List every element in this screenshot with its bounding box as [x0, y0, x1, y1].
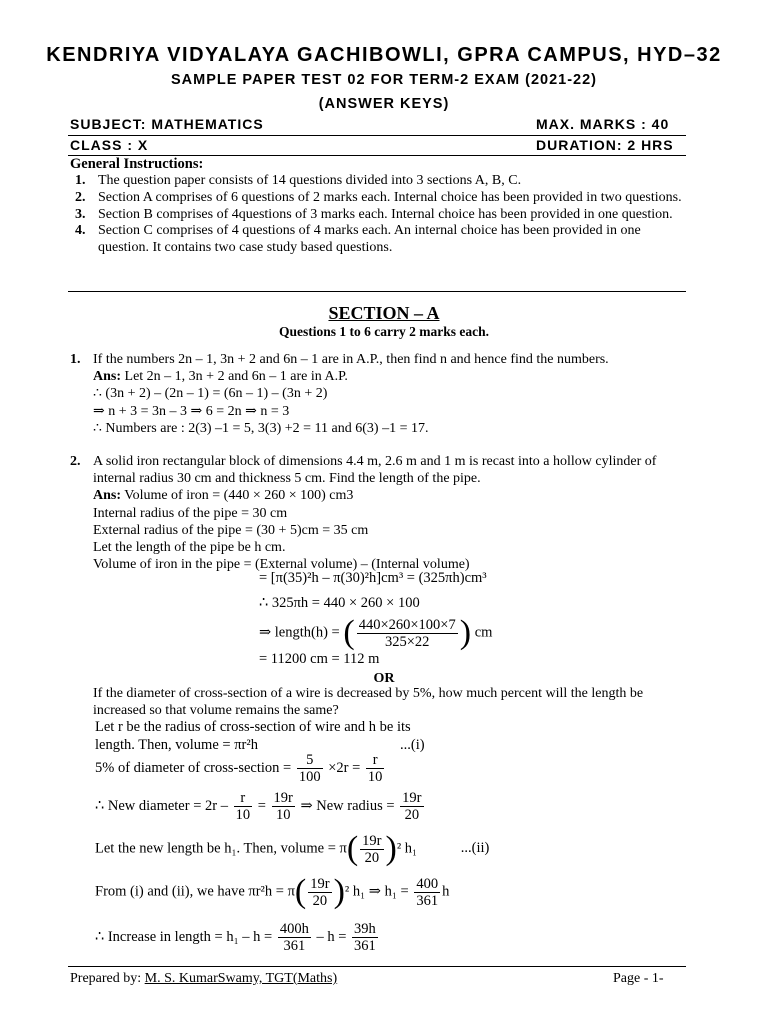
- equation-volume: = [π(35)²h – π(30)²h]cm³ = (325πh)cm³: [259, 570, 487, 586]
- equation-325: ∴ 325πh = 440 × 260 × 100: [259, 595, 420, 611]
- answer-label: Ans:: [93, 488, 122, 504]
- instructions-title: General Instructions:: [70, 156, 204, 172]
- solution-line-6: From (i) and (ii), we have πr²h = π( $\frac{19r}{20}$ )² h₁ ⇒ h₁ = $\frac{400}{361}$ h: [95, 873, 450, 910]
- duration-label: DURATION: 2 HRS: [536, 137, 674, 153]
- solution-line-1: Let r be the radius of cross-section of wire and h be its: [95, 719, 411, 735]
- instructions-list: [70, 173, 686, 257]
- alternate-question: If the diameter of cross-section of a wire is decreased by 5%, how much percent will the length be increased so that volume remains the same?: [93, 686, 644, 719]
- paper-title: SAMPLE PAPER TEST 02 FOR TERM-2 EXAM (2021-22): [170, 72, 598, 88]
- answer-keys-label: (ANSWER KEYS): [318, 96, 450, 112]
- prepared-by: Prepared by: M. S. KumarSwamy, TGT(Maths): [70, 971, 338, 986]
- author-name: M. S. KumarSwamy, TGT(Maths): [144, 971, 338, 986]
- footer-rule: [68, 966, 686, 967]
- class-label: CLASS : X: [70, 137, 149, 153]
- instruction-item: 1. The question paper consists of 14 questions divided into 3 sections A, B, C.: [75, 173, 522, 188]
- section-title: SECTION – A: [328, 303, 440, 323]
- instruction-item: 2. Section A comprises of 6 questions of 2 marks each. Internal choice has been provided in two questions.: [75, 189, 682, 205]
- question-2: 2. A solid iron rectangular block of dimensions 4.4 m, 2.6 m and 1 m is recast into a hollow cylinder of internal radius 30 cm and thickness 5 cm. Find the length of the pipe. Ans: Volume of iron = (440 × 260 × 100) cm3 Internal radius of the pipe = 30 cm External radius of the pipe = (30 + 5)cm = 35 cm Let the length of the pipe be h cm. Volume of iron in the pipe = (External volume) – (Internal volume): [70, 453, 690, 573]
- subject-label: SUBJECT: MATHEMATICS: [70, 116, 264, 132]
- section-subtitle: Questions 1 to 6 carry 2 marks each.: [279, 324, 489, 339]
- answer-label: Ans:: [93, 369, 122, 385]
- solution-line-2: length. Then, volume = πr²h ...(i): [95, 737, 425, 753]
- instruction-item: 3. Section B comprises of 4questions of 3 marks each. Internal choice has been provided in one question.: [75, 206, 673, 222]
- header-rule-1: [68, 135, 686, 136]
- instruction-item: 4. Section C comprises of 4 questions of 4 marks each. An internal choice has been provided in one question. It contains two case study based questions.: [75, 223, 641, 256]
- question-text: If the numbers 2n – 1, 3n + 2 and 6n – 1 are in A.P., then find n and hence find the numbers.: [93, 352, 609, 367]
- question-text: A solid iron rectangular block of dimensions 4.4 m, 2.6 m and 1 m is recast into a hollow cylinder of internal radius 30 cm and thickness 5 cm. Find the length of the pipe.: [93, 454, 657, 487]
- instructions-rule: [68, 291, 686, 292]
- solution-line-7: ∴ Increase in length = h₁ – h = $\frac{400h}{361}$ – h = $\frac{39h}{361}$: [95, 921, 376, 954]
- question-1: 1. If the numbers 2n – 1, 3n + 2 and 6n – 1 are in A.P., then find n and hence find the numbers. Ans: Let 2n – 1, 3n + 2 and 6n – 1 are in A.P. ∴ (3n + 2) – (2n – 1) = (6n – 1) – (3n + 2) ⇒ n + 3 = 3n – 3 ⇒ 6 = 2n ⇒ n = 3 ∴ Numbers are : 2(3) –1 = 5, 3(3) +2 = 11 and 6(3) –1 = 17.: [70, 351, 690, 437]
- solution-line-4: ∴ New diameter = 2r – $\frac{r}{10}$ = $\frac{19r}{10}$ ⇒ New radius = $\frac{19r}{20}$: [95, 790, 422, 823]
- page-number: Page - 1-: [613, 971, 664, 986]
- equation-length: ⇒ length(h) = ( $\frac{440\times 260\times 100\times 7}{325\times 22}$ ) cm: [259, 614, 493, 651]
- school-name: KENDRIYA VIDYALAYA GACHIBOWLI, GPRA CAMPUS, HYD–32: [46, 44, 722, 66]
- max-marks-label: MAX. MARKS : 40: [536, 116, 670, 132]
- solution-line-3: 5% of diameter of cross-section = $\frac{5}{100}$ ×2r = $\frac{r}{10}$: [95, 752, 383, 785]
- equation-result: = 11200 cm = 112 m: [259, 651, 380, 667]
- solution-line-5: Let the new length be h₁. Then, volume = π( $\frac{19r}{20}$ )² h₁ ...(ii): [95, 830, 490, 867]
- or-divider: OR: [373, 671, 395, 686]
